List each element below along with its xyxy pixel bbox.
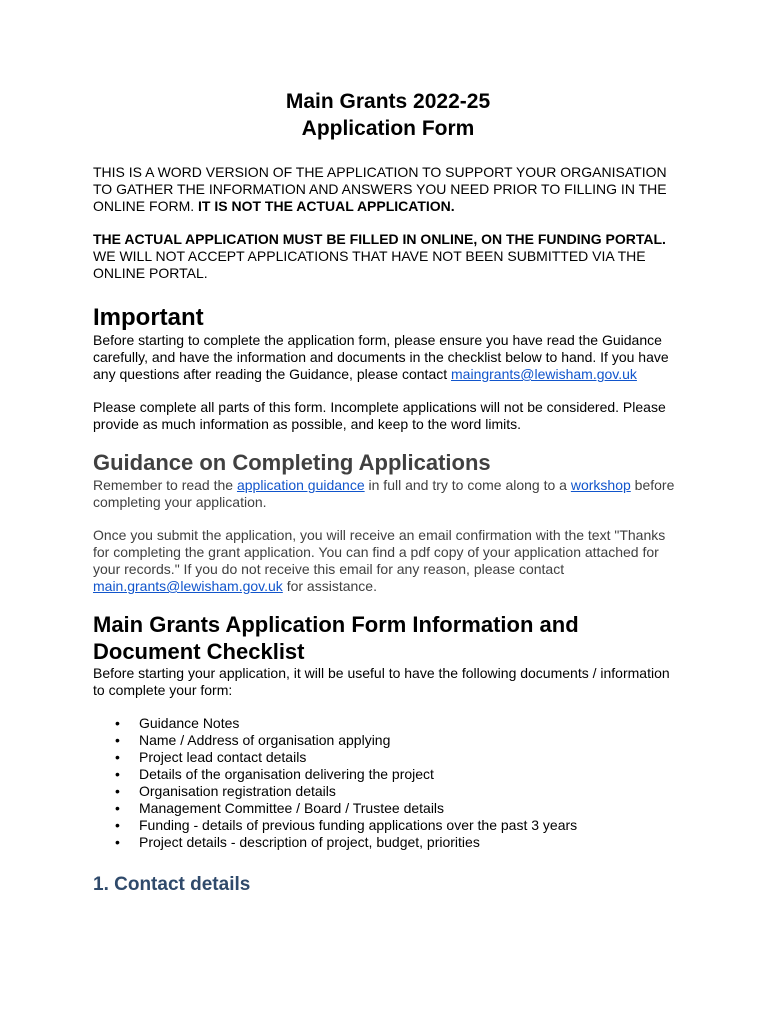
list-item-text: Guidance Notes xyxy=(139,715,240,731)
important-paragraph-2: Please complete all parts of this form. Incomplete applications will not be considered. Please provide as much information as possible, and keep to the word limits. xyxy=(93,399,666,432)
guidance-p1-c: before completing your application. xyxy=(93,477,675,510)
intro-p2-text: WE WILL NOT ACCEPT APPLICATIONS THAT HAVE NOT BEEN SUBMITTED VIA THE ONLINE PORTAL. xyxy=(93,248,646,281)
list-item-text: Details of the organisation delivering the project xyxy=(139,766,434,782)
list-item xyxy=(115,783,683,800)
checklist-list xyxy=(93,715,683,851)
list-item-text: Funding - details of previous funding applications over the past 3 years xyxy=(139,817,578,833)
guidance-heading: Guidance on Completing Applications xyxy=(93,450,491,475)
checklist-intro: Before starting your application, it will be useful to have the following documents / information to complete your form: xyxy=(93,665,670,698)
list-item xyxy=(115,715,683,732)
guidance-paragraph-1 xyxy=(93,477,683,511)
guidance-p1-a: Remember to read the xyxy=(93,477,237,493)
important-paragraph-1 xyxy=(93,332,683,383)
title-line-1: Main Grants 2022-25 xyxy=(285,90,491,113)
intro-p2-bold: THE ACTUAL APPLICATION MUST BE FILLED IN ONLINE, ON THE FUNDING PORTAL. xyxy=(93,231,666,247)
guidance-p2-b: for assistance. xyxy=(282,578,377,594)
list-item-text: Name / Address of organisation applying xyxy=(139,732,391,748)
list-item xyxy=(115,766,683,783)
guidance-p1-b: in full and try to come along to a xyxy=(364,477,571,493)
bullet-icon: • xyxy=(115,834,120,850)
list-item-text: Project lead contact details xyxy=(139,749,307,765)
guidance-paragraph-2 xyxy=(93,527,683,595)
bullet-icon: • xyxy=(115,749,120,765)
bullet-icon: • xyxy=(115,715,120,731)
workshop-link[interactable]: workshop xyxy=(570,477,631,493)
bullet-icon: • xyxy=(115,800,120,816)
list-item-text: Management Committee / Board / Trustee details xyxy=(139,800,445,816)
document-page xyxy=(93,88,683,897)
bullet-icon: • xyxy=(115,766,120,782)
bullet-icon: • xyxy=(115,817,120,833)
list-item xyxy=(115,834,683,851)
list-item xyxy=(115,732,683,749)
list-item-text: Project details - description of project, budget, priorities xyxy=(139,834,480,850)
document-title xyxy=(93,88,683,142)
application-guidance-link[interactable]: application guidance xyxy=(236,477,365,493)
title-line-2: Application Form xyxy=(301,117,475,140)
important-p1-text: Before starting to complete the application form, please ensure you have read the Guidance carefully, and have the information and documents in the checklist below to hand. If you have any questions after reading the Guidance, please contact xyxy=(93,332,669,382)
list-item-text: Organisation registration details xyxy=(139,783,336,799)
contact-details-heading: 1. Contact details xyxy=(93,874,251,895)
maingrants-email-link[interactable]: maingrants@lewisham.gov.uk xyxy=(451,366,637,382)
guidance-p2-a: Once you submit the application, you will receive an email confirmation with the text "Thanks for completing the grant application. You can find a pdf copy of your application attached for your records." If you do not receive this email for any reason, please contact xyxy=(93,527,666,577)
list-item xyxy=(115,800,683,817)
list-item xyxy=(115,817,683,834)
main-grants-email-link[interactable]: main.grants@lewisham.gov.uk xyxy=(93,578,283,594)
list-item xyxy=(115,749,683,766)
checklist-heading: Main Grants Application Form Information and Document Checklist xyxy=(93,612,579,664)
bullet-icon: • xyxy=(115,732,120,748)
intro-p1-text: THIS IS A WORD VERSION OF THE APPLICATION TO SUPPORT YOUR ORGANISATION TO GATHER THE INFORMATION AND ANSWERS YOU NEED PRIOR TO FILLING IN THE ONLINE FORM. xyxy=(93,164,667,214)
bullet-icon: • xyxy=(115,783,120,799)
intro-paragraph-1 xyxy=(93,164,683,215)
important-heading: Important xyxy=(93,304,204,331)
intro-paragraph-2 xyxy=(93,231,683,282)
intro-p1-bold: IT IS NOT THE ACTUAL APPLICATION. xyxy=(198,198,455,214)
